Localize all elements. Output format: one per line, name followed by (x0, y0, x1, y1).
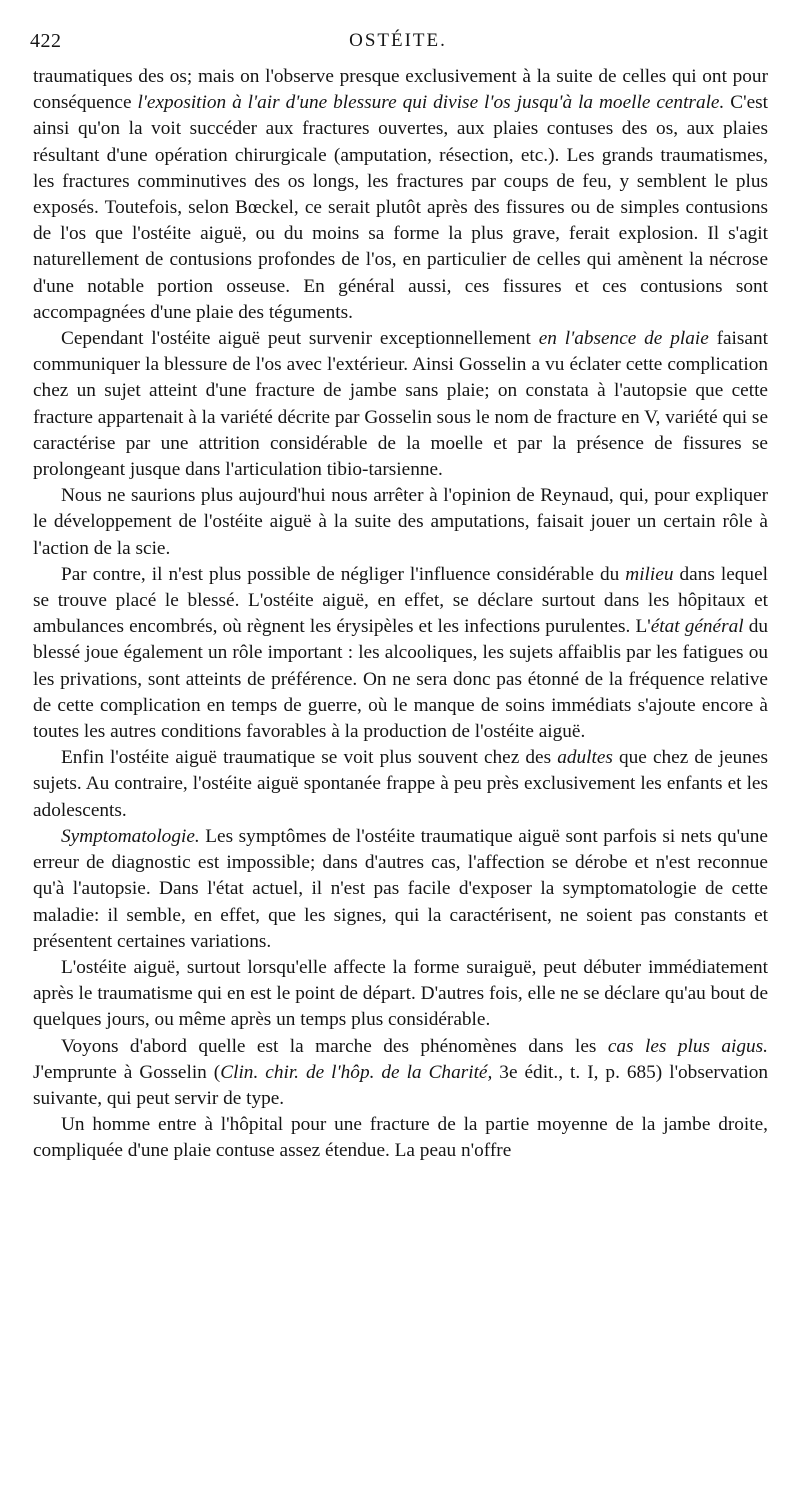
text-run: Voyons d'abord quelle est la marche des phénomènes dans les (61, 1035, 608, 1057)
text-run: que chez de jeunes sujets. Au contraire, l'ostéite aiguë spontanée frappe à peu près exclusivement les enfants et les adolescents. (33, 747, 768, 821)
text-run: L'ostéite aiguë, surtout lorsqu'elle affecte la forme suraiguë, peut débuter immédiatement après le traumatisme qui en est le point de départ. D'autres fois, elle ne se déclare qu'au bout de quelques jours, ou même après un temps plus considérable. (33, 956, 768, 1031)
text-run: du blessé joue également un rôle important : les alcooliques, les sujets affaiblis par les fatigues ou les privations, sont atteints de préférence. On ne sera donc pas étonné de la fréquence relative de cette complication en temps de guerre, où le manque de soins immédiats s'ajoute encore à toutes les autres conditions favorables à la production de l'ostéite aiguë. (33, 616, 769, 743)
italic-text: en l'absence de plaie (538, 328, 709, 350)
text-run: traumatiques des os; mais on l'observe presque exclusivement à la suite de celles qui ont pour conséquence (33, 66, 768, 114)
text-run: J'emprunte à Gosselin ( (33, 1061, 221, 1083)
text-run: Les symptômes de l'ostéite traumatique aiguë sont parfois si nets qu'une erreur de diagnostic est impossible; dans d'autres cas, l'affection se dérobe et n'est reconnue qu'à l'autopsie. Dans l'état actuel, il n'est pas facile d'exposer la symptomatologie de cette maladie: il semble, en effet, que les signes, qui la caractérisent, ne soient pas constants et présentent certaines variations. (33, 825, 768, 952)
running-header (30, 30, 766, 58)
paragraph (33, 562, 768, 745)
italic-text: Clin. chir. de l'hôp. de la Charité, (220, 1061, 493, 1083)
text-run: C'est ainsi qu'on la voit succéder aux fractures ouvertes, aux plaies contuses des os, aux plaies résultant d'une opération chirurgicale (amputation, résection, etc.). Les grands traumatismes, les fractures comminutives des os longs, les fractures par coups de feu, y semblent le plus exposés. Toutefois, selon Bœckel, ce serait plutôt après des fissures ou de simples contusions de l'os que l'ostéite aiguë, ou du moins sa forme la plus grave, ferait explosion. Il s'agit naturellement de contusions profondes de l'os, en particulier de celles qui amènent la nécrose d'une notable portion osseuse. En général aussi, ces fissures et ces contusions sont accompagnées d'une plaie des téguments. (33, 92, 769, 323)
paragraph (33, 955, 768, 1034)
paragraph (33, 1034, 768, 1113)
paragraph (33, 745, 768, 824)
paragraph (33, 824, 768, 955)
text-run: Un homme entre à l'hôpital pour une fracture de la partie moyenne de la jambe droite, compliquée d'une plaie contuse assez étendue. La peau n'offre (33, 1114, 768, 1162)
text-run: Nous ne saurions plus aujourd'hui nous arrêter à l'opinion de Reynaud, qui, pour expliquer le développement de l'ostéite aiguë à la suite des amputations, faisait jouer un certain rôle à l'action de la scie. (33, 485, 768, 559)
italic-text: Symptomatologie. (61, 825, 200, 847)
italic-text: état général (650, 616, 744, 638)
text-run: 3e édit., t. I, p. 685) l'observation suivante, qui peut servir de type. (33, 1061, 768, 1109)
paragraph (33, 326, 768, 483)
running-title: OSTÉITE. (349, 30, 447, 51)
italic-text: l'exposition à l'air d'une blessure qui divise l'os jusqu'à la moelle centrale. (137, 92, 725, 114)
italic-text: adultes (557, 747, 613, 769)
page-number: 422 (30, 30, 62, 52)
body-text (33, 64, 768, 1165)
text-run: dans lequel se trouve placé le blessé. L'ostéite aiguë, en effet, se déclare surtout dans les hôpitaux et ambulances encombrés, où règnent les érysipèles et les infections purulentes. L' (33, 563, 768, 638)
text-run: Cependant l'ostéite aiguë peut survenir exceptionnellement (61, 328, 539, 350)
italic-text: cas les plus aigus. (607, 1035, 768, 1057)
italic-text: milieu (625, 563, 674, 585)
text-run: faisant communiquer la blessure de l'os avec l'extérieur. Ainsi Gosselin a vu éclater cette complication chez un sujet atteint d'une fracture de jambe sans plaie; on constata à l'autopsie que cette fracture appartenait à la variété décrite par Gosselin sous le nom de fracture en V, variété qui se caractérise par une attrition considérable de la moelle et par la présence de fissures se prolongeant jusque dans l'articulation tibio-tarsienne. (33, 328, 768, 481)
text-run: Enfin l'ostéite aiguë traumatique se voit plus souvent chez des (61, 747, 558, 769)
paragraph (33, 1112, 768, 1164)
text-run: Par contre, il n'est plus possible de négliger l'influence considérable du (61, 563, 626, 585)
paragraph (33, 483, 768, 562)
paragraph (33, 64, 768, 326)
